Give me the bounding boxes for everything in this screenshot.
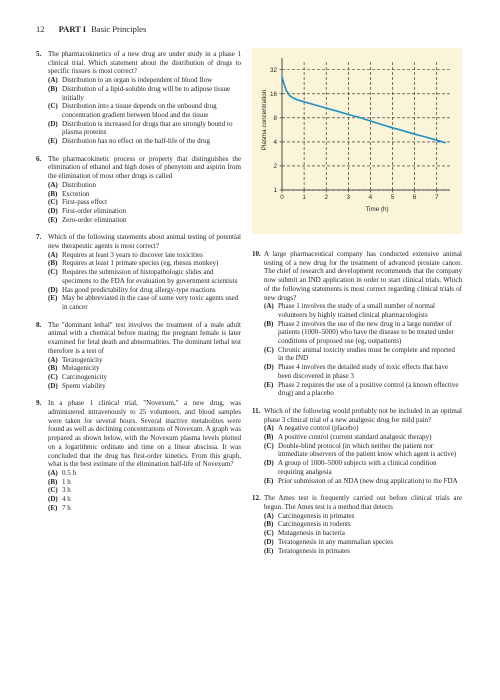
answer-option [48, 268, 241, 285]
question-text: The pharmacokinetics of a new drug are under study in a phase 1 clinical trial. Which statement about the distribution of drugs to specific tissues is most correct? [48, 50, 241, 76]
question-number: 8. [36, 320, 42, 329]
option-letter: (E) [48, 137, 58, 146]
option-text: Requires the submission of histopathologic slides and specimens to the FDA for evaluation by government scientists [62, 268, 238, 285]
option-letter: (B) [264, 319, 274, 328]
option-letter: (A) [264, 302, 274, 311]
option-letter: (D) [48, 495, 58, 504]
part-label: PART I [58, 24, 87, 34]
option-letter: (E) [48, 215, 58, 224]
option-letter: (C) [48, 372, 58, 381]
option-text: Excretion [62, 189, 90, 198]
answer-option [264, 346, 462, 363]
answer-option [264, 520, 462, 529]
option-letter: (C) [48, 268, 58, 277]
option-letter: (D) [264, 363, 274, 372]
question-number: 10. [252, 250, 261, 258]
option-letter: (A) [264, 424, 274, 433]
x-tick-label: 3 [346, 194, 351, 201]
option-text: Prior submission of an NDA (new drug application) to the FDA [278, 476, 458, 485]
option-text: A group of 1000–5000 subjects with a clinical condition requiring analgesia [278, 459, 437, 476]
answer-option [48, 294, 241, 311]
answer-option [264, 363, 462, 380]
option-text: 3 h [62, 486, 71, 495]
option-letter: (A) [48, 468, 58, 477]
question-text: Which of the following would probably not be included in an optimal phase 3 clinical trial of a new analgesic drug for mild pain? [264, 406, 462, 424]
answer-option [48, 207, 241, 216]
answer-option [264, 424, 462, 433]
option-text: Zero-order elimination [62, 215, 127, 224]
question-text: A large pharmaceutical company has conducted extensive animal testing of a new drug for the treatment of advanced prostate cancer. The chief of research and development recommends that the company now submit an IND application in order to start clinical trials. Which of the following statements is most correct regarding clinical trials of new drugs? [264, 250, 462, 302]
right-column [252, 250, 462, 564]
answer-option [48, 102, 241, 119]
option-text: 4 h [62, 495, 71, 504]
y-tick-label: 16 [269, 90, 277, 98]
answer-option [48, 382, 241, 391]
option-text: Mutagenicity [62, 364, 100, 373]
question-number: 5. [36, 50, 42, 58]
option-text: Carcinogenesis in rodents [278, 520, 351, 529]
option-text: Phase 2 requires the use of a positive control (a known effective drug) and a placebo [278, 380, 459, 398]
question-text: The "dominant lethal" test involves the treatment of a male adult animal with a chemical before mating; the pregnant female is later examined for fetal death and abnormalities. The dominant lethal test therefore is a test of [48, 320, 241, 355]
answer-option [264, 538, 462, 547]
option-letter: (D) [264, 537, 274, 546]
answer-option [264, 433, 462, 442]
question [252, 250, 462, 398]
x-tick-label: 1 [302, 194, 306, 201]
y-tick-label: 32 [269, 66, 277, 74]
option-text: Requires at least 3 years to discover late toxicities [62, 250, 203, 259]
option-text: Phase 4 involves the detailed study of toxic effects that have been discovered in phase 3 [278, 363, 449, 380]
option-text: Phase 2 involves the use of the new drug in a large number of patients (1000–5000) who have the disease to be treated under conditions of proposed use (eg, outpatients) [278, 319, 454, 346]
answer-option [48, 216, 241, 225]
question-text: The pharmacokinetic process or property that distinguishes the elimination of ethanol and high doses of phenytoin and aspirin from the elimination of most other drugs is called [48, 154, 241, 181]
option-letter: (C) [264, 345, 274, 354]
answer-option [264, 320, 462, 346]
option-text: Teratogenicity [62, 355, 103, 364]
concentration-line [282, 77, 446, 143]
x-tick-label: 6 [412, 194, 417, 201]
answer-option [48, 286, 241, 295]
option-letter: (D) [48, 206, 58, 215]
answer-option [264, 381, 462, 398]
option-letter: (B) [48, 189, 58, 198]
option-text: 7 h [62, 503, 71, 512]
answer-option [264, 459, 462, 476]
page-number: 12 [36, 24, 45, 34]
question-number: 9. [36, 399, 42, 408]
y-tick-label: 8 [273, 115, 277, 123]
question-number: 7. [36, 233, 42, 242]
option-letter: (E) [264, 380, 274, 389]
answer-option [264, 529, 462, 538]
answer-option [48, 259, 241, 268]
option-text: May be abbreviated in the case of some very toxic agents used in cancer [62, 294, 239, 311]
option-text: A positive control (current standard analgesic therapy) [278, 433, 432, 442]
answer-option [264, 547, 462, 556]
answer-option [48, 85, 241, 102]
option-letter: (B) [48, 364, 58, 373]
answer-option [48, 120, 241, 137]
question-text: The Ames test is frequently carried out before clinical trials are begun. The Ames test is a method that detects [264, 494, 462, 511]
answer-option [48, 364, 241, 373]
option-letter: (C) [264, 529, 274, 538]
option-text: 0.5 h [62, 468, 77, 477]
y-tick-label: 1 [273, 187, 277, 195]
option-text: Sperm viability [62, 381, 106, 390]
question [36, 155, 241, 225]
x-tick-label: 7 [434, 194, 439, 201]
option-text: First-order elimination [62, 206, 126, 215]
option-letter: (C) [48, 198, 58, 207]
option-text: Distribution is increased for drugs that are strongly bound to plasma proteins [62, 119, 233, 137]
answer-option [264, 512, 462, 521]
question [36, 321, 241, 391]
y-axis-label: Plasma concentration [261, 89, 268, 151]
question-number: 12. [252, 494, 261, 503]
question-number: 11. [252, 406, 261, 415]
option-letter: (B) [48, 259, 58, 268]
option-letter: (D) [264, 459, 274, 468]
answer-option [48, 356, 241, 365]
question-text: Which of the following statements about animal testing of potential new therapeutic agents is most correct? [48, 233, 241, 251]
option-letter: (A) [48, 355, 58, 364]
answer-option [48, 469, 241, 478]
plasma-concentration-chart [252, 48, 462, 234]
left-column [36, 50, 241, 521]
option-text: Chronic animal toxicity studies must be complete and reported in the IND [278, 345, 455, 363]
answer-option [48, 198, 241, 207]
option-letter: (B) [48, 84, 58, 93]
option-text: Distribution of a lipid-soluble drug will be to adipose tissue initially [62, 84, 231, 102]
question [36, 50, 241, 146]
option-text: 1 h [62, 477, 71, 486]
option-text: Distribution into a tissue depends on the unbound drug concentration gradient between blood and the tissue [62, 102, 217, 119]
answer-option [48, 251, 241, 260]
option-letter: (C) [48, 102, 58, 111]
question-text: In a phase 1 clinical trial, "Novexum," a new drug, was administered intravenously to 25 volunteers, and blood samples were taken for several hours. Several inactive metabolites were found as well as declining concentrations of Novexum. A graph was prepared as shown below, with the Novexum plasma levels plotted on a logarithmic ordinate and time on a linear abscissa. It was concluded that the drug has first-order kinetics. From this graph, what is the best estimate of the elimination half-life of Novexum? [48, 399, 241, 469]
option-text: Carcinogenesis in primates [278, 511, 355, 520]
answer-option [264, 477, 462, 486]
answer-option [48, 190, 241, 199]
option-letter: (E) [264, 476, 274, 485]
option-text: Distribution to an organ is independent of blood flow [62, 76, 213, 85]
question [36, 399, 241, 512]
option-letter: (A) [264, 511, 274, 520]
option-text: Phase 1 involves the study of a small number of normal volunteers by highly trained clinical pharmacologists [278, 302, 435, 319]
question [252, 407, 462, 485]
question-number: 6. [36, 154, 42, 163]
option-letter: (D) [48, 381, 58, 390]
answer-option [48, 181, 241, 190]
option-letter: (D) [48, 285, 58, 294]
x-tick-label: 5 [390, 194, 395, 201]
option-text: Teratogenesis in any mammalian species [278, 537, 393, 546]
chart-svg [252, 48, 462, 234]
answer-option [264, 302, 462, 319]
option-text: A negative control (placebo) [278, 424, 359, 433]
option-letter: (C) [264, 441, 274, 450]
answer-option [264, 442, 462, 459]
answer-option [48, 137, 241, 146]
x-tick-label: 2 [324, 194, 328, 201]
answer-option [48, 486, 241, 495]
option-text: Requires at least 1 primate species (eg, rhesus monkey) [62, 259, 219, 268]
question [252, 494, 462, 555]
question [36, 233, 241, 311]
answer-option [48, 495, 241, 504]
option-text: Distribution has no effect on the half-life of the drug [62, 137, 211, 146]
x-axis-label: Time (h) [365, 206, 389, 213]
y-tick-label: 2 [273, 163, 277, 171]
x-tick-label: 4 [368, 194, 373, 201]
option-letter: (C) [48, 486, 58, 495]
x-tick-label: 0 [280, 194, 284, 201]
answer-option [48, 478, 241, 487]
option-text: Has good predictability for drug allergy-type reactions [62, 285, 216, 294]
answer-option [48, 373, 241, 382]
answer-option [48, 76, 241, 85]
option-letter: (A) [48, 180, 58, 189]
page-header [36, 24, 146, 34]
option-text: Distribution [62, 180, 97, 189]
option-letter: (E) [48, 503, 58, 512]
answer-option [48, 504, 241, 513]
option-letter: (E) [48, 294, 58, 303]
option-text: Carcinogenicity [62, 372, 108, 381]
y-tick-label: 4 [273, 139, 277, 147]
option-letter: (A) [48, 76, 58, 85]
option-letter: (B) [264, 433, 274, 442]
option-text: First-pass effect [62, 198, 108, 207]
option-text: Double-blind protocol (in which neither the patient nor immediate observers of the patient know which agent is active) [278, 441, 457, 459]
option-text: Mutagenesis in bacteria [278, 529, 345, 538]
section-title: Basic Principles [91, 24, 147, 34]
option-letter: (B) [48, 477, 58, 486]
option-text: Teratogenesis in primates [278, 546, 350, 555]
option-letter: (A) [48, 250, 58, 259]
option-letter: (D) [48, 119, 58, 128]
option-letter: (B) [264, 520, 274, 529]
option-letter: (E) [264, 546, 274, 555]
